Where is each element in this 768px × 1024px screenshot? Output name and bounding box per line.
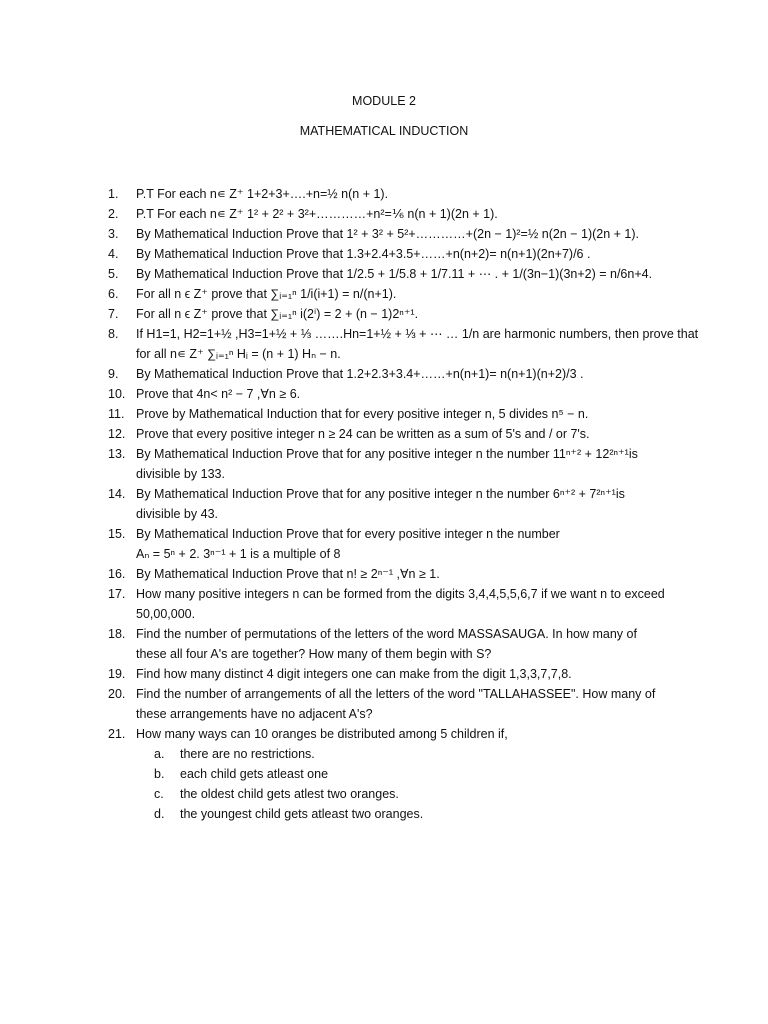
question-text bbox=[136, 404, 708, 424]
question-number: 11. bbox=[108, 407, 125, 421]
question-number: 21. bbox=[108, 727, 126, 741]
question-line: If H1=1, H2=1+½ ,H3=1+½ + ⅓ …….Hn=1+½ + ⅓ + ⋯ … 1/n are harmonic numbers, then prove that bbox=[136, 327, 699, 341]
document-title: MATHEMATICAL INDUCTION bbox=[299, 124, 469, 138]
question-number: 20. bbox=[108, 687, 126, 701]
question-item bbox=[108, 584, 708, 624]
question-text bbox=[136, 184, 708, 204]
sub-question-item bbox=[154, 784, 708, 804]
question-item bbox=[108, 524, 708, 564]
sub-question-item bbox=[154, 804, 708, 824]
sub-question-text: there are no restrictions. bbox=[180, 747, 315, 761]
question-item bbox=[108, 244, 708, 264]
question-item bbox=[108, 404, 708, 424]
question-text bbox=[136, 324, 708, 364]
question-number: 15. bbox=[108, 527, 126, 541]
question-text bbox=[136, 424, 708, 444]
question-line: How many ways can 10 oranges be distributed among 5 children if, bbox=[136, 727, 508, 741]
question-line: By Mathematical Induction Prove that for any positive integer n the number 6ⁿ⁺² + 7²ⁿ⁺¹is bbox=[136, 487, 625, 501]
question-number: 4. bbox=[108, 247, 119, 261]
question-text bbox=[136, 364, 708, 384]
question-item bbox=[108, 484, 708, 524]
question-line: By Mathematical Induction Prove that 1.3+2.4+3.5+……+n(n+2)= n(n+1)(2n+7)/6 . bbox=[136, 247, 591, 261]
sub-question-text: the youngest child gets atleast two oranges. bbox=[180, 807, 424, 821]
question-text bbox=[136, 384, 708, 404]
question-item bbox=[108, 224, 708, 244]
question-text bbox=[136, 444, 708, 484]
question-item bbox=[108, 324, 708, 364]
question-number: 1. bbox=[108, 187, 119, 201]
sub-question-text: the oldest child gets atlest two oranges. bbox=[180, 787, 399, 801]
question-text bbox=[136, 204, 708, 224]
question-number: 18. bbox=[108, 627, 126, 641]
question-text bbox=[136, 524, 708, 564]
question-text bbox=[136, 664, 708, 684]
question-item bbox=[108, 304, 708, 324]
question-line: Prove that 4n< n² − 7 ,∀n ≥ 6. bbox=[136, 387, 301, 401]
question-line: How many positive integers n can be formed from the digits 3,4,4,5,5,6,7 if we want n to exceed bbox=[136, 587, 665, 601]
question-number: 7. bbox=[108, 307, 119, 321]
question-item bbox=[108, 624, 708, 664]
question-line: By Mathematical Induction Prove that for any positive integer n the number 11ⁿ⁺² + 12²ⁿ⁺¹is bbox=[136, 447, 638, 461]
question-line: By Mathematical Induction Prove that 1.2+2.3+3.4+……+n(n+1)= n(n+1)(n+2)/3 . bbox=[136, 367, 584, 381]
question-number: 5. bbox=[108, 267, 119, 281]
question-item bbox=[108, 264, 708, 284]
question-text bbox=[136, 484, 708, 524]
question-line: For all n ϵ Z⁺ prove that ∑ᵢ₌₁ⁿ i(2ⁱ) = 2 + (n − 1)2ⁿ⁺¹. bbox=[136, 307, 419, 321]
question-line: P.T For each n∊ Z⁺ 1+2+3+….+n=½ n(n + 1). bbox=[136, 187, 389, 201]
sub-question-text: each child gets atleast one bbox=[180, 767, 329, 781]
question-text bbox=[136, 284, 708, 304]
question-line: Aₙ = 5ⁿ + 2. 3ⁿ⁻¹ + 1 is a multiple of 8 bbox=[136, 547, 341, 561]
question-item bbox=[108, 284, 708, 304]
question-text bbox=[136, 264, 708, 284]
question-list bbox=[108, 184, 708, 824]
question-text bbox=[136, 684, 708, 724]
question-item bbox=[108, 364, 708, 384]
question-item bbox=[108, 684, 708, 724]
question-item bbox=[108, 424, 708, 444]
question-number: 10. bbox=[108, 387, 126, 401]
question-item bbox=[108, 664, 708, 684]
question-number: 6. bbox=[108, 287, 119, 301]
sub-question-item bbox=[154, 764, 708, 784]
question-line: divisible by 133. bbox=[136, 467, 225, 481]
question-text bbox=[136, 304, 708, 324]
question-text bbox=[136, 224, 708, 244]
question-line: Find the number of permutations of the letters of the word MASSASAUGA. In how many of bbox=[136, 627, 637, 641]
question-number: 9. bbox=[108, 367, 119, 381]
question-line: Find how many distinct 4 digit integers one can make from the digit 1,3,3,7,7,8. bbox=[136, 667, 572, 681]
question-line: for all n∊ Z⁺ ∑ᵢ₌₁ⁿ Hᵢ = (n + 1) Hₙ − n. bbox=[136, 347, 341, 361]
question-line: these arrangements have no adjacent A's? bbox=[136, 707, 373, 721]
question-number: 13. bbox=[108, 447, 126, 461]
module-heading: MODULE 2 bbox=[352, 94, 416, 108]
question-number: 12. bbox=[108, 427, 126, 441]
question-line: By Mathematical Induction Prove that 1/2.5 + 1/5.8 + 1/7.11 + ⋯ . + 1/(3n−1)(3n+2) = n/6n+4. bbox=[136, 267, 653, 281]
sub-question-label: c. bbox=[154, 787, 164, 801]
question-line: By Mathematical Induction Prove that 1² + 3² + 5²+…………+(2n − 1)²=½ n(2n − 1)(2n + 1). bbox=[136, 227, 640, 241]
sub-question-list bbox=[136, 744, 708, 824]
question-line: For all n ϵ Z⁺ prove that ∑ᵢ₌₁ⁿ 1/i(i+1) = n/(n+1). bbox=[136, 287, 397, 301]
question-line: By Mathematical Induction Prove that for every positive integer n the number bbox=[136, 527, 560, 541]
sub-question-label: d. bbox=[154, 807, 165, 821]
question-text bbox=[136, 724, 708, 824]
question-line: 50,00,000. bbox=[136, 607, 196, 621]
question-line: By Mathematical Induction Prove that n! ≥ 2ⁿ⁻¹ ,∀n ≥ 1. bbox=[136, 567, 440, 581]
question-text bbox=[136, 584, 708, 624]
sub-question-label: b. bbox=[154, 767, 165, 781]
question-line: these all four A's are together? How many of them begin with S? bbox=[136, 647, 492, 661]
question-number: 19. bbox=[108, 667, 126, 681]
question-number: 3. bbox=[108, 227, 119, 241]
question-number: 8. bbox=[108, 327, 119, 341]
question-line: Prove that every positive integer n ≥ 24 can be written as a sum of 5's and / or 7's. bbox=[136, 427, 590, 441]
question-line: Prove by Mathematical Induction that for every positive integer n, 5 divides n⁵ − n. bbox=[136, 407, 589, 421]
question-line: divisible by 43. bbox=[136, 507, 218, 521]
question-text bbox=[136, 564, 708, 584]
question-item bbox=[108, 184, 708, 204]
question-item bbox=[108, 204, 708, 224]
question-number: 2. bbox=[108, 207, 119, 221]
question-text bbox=[136, 244, 708, 264]
sub-question-item bbox=[154, 744, 708, 764]
question-item bbox=[108, 564, 708, 584]
question-number: 14. bbox=[108, 487, 126, 501]
sub-question-label: a. bbox=[154, 747, 165, 761]
question-number: 17. bbox=[108, 587, 126, 601]
question-line: Find the number of arrangements of all the letters of the word "TALLAHASSEE". How many of bbox=[136, 687, 656, 701]
question-item bbox=[108, 724, 708, 824]
question-text bbox=[136, 624, 708, 664]
question-item bbox=[108, 384, 708, 404]
question-line: P.T For each n∊ Z⁺ 1² + 2² + 3²+…………+n²=⅙ n(n + 1)(2n + 1). bbox=[136, 207, 498, 221]
question-number: 16. bbox=[108, 567, 126, 581]
question-item bbox=[108, 444, 708, 484]
